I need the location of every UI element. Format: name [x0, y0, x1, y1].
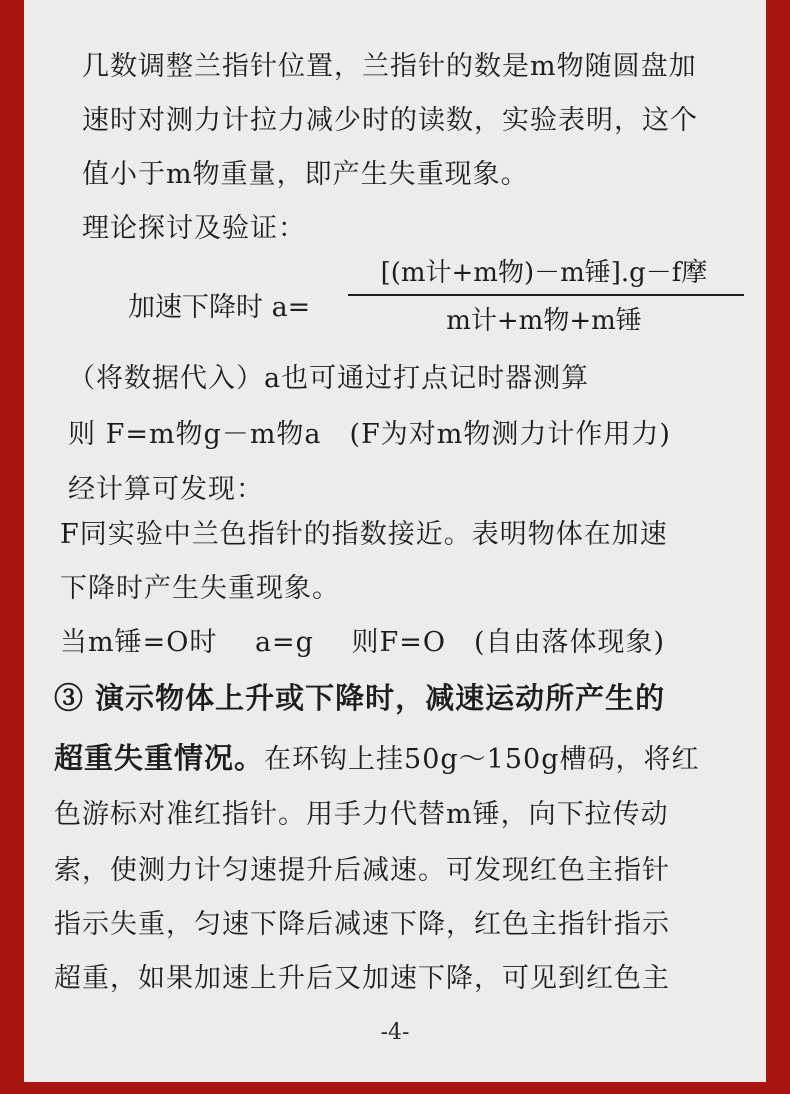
book-page [24, 0, 766, 1082]
text-line-5: （将数据代入）a也可通过打点记时器测算 [68, 363, 590, 394]
text-line-13: 色游标对准红指针。用手力代替m锤，向下拉传动 [54, 799, 669, 830]
text-line-10: 当m锤=O时 a=g 则F=O (自由落体现象) [60, 627, 666, 658]
text-line-14: 索，使测力计匀速提升后减速。可发现红色主指针 [54, 855, 670, 886]
heading-continuation: 超重失重情况。 [54, 741, 265, 775]
text-line-2: 速时对测力计拉力减少时的读数，实验表明，这个 [82, 105, 698, 136]
text-line-8: F同实验中兰色指针的指数接近。表明物体在加速 [60, 519, 668, 550]
fraction-bar [348, 294, 744, 296]
text-line-4: 理论探讨及验证： [82, 213, 306, 244]
formula-denominator: m计+m物+m锤 [446, 306, 642, 336]
text-line-1: 几数调整兰指针位置，兰指针的数是m物随圆盘加 [82, 51, 697, 82]
text-line-12 [54, 736, 699, 777]
formula-fraction [342, 252, 746, 336]
text-line-16: 超重，如果加速上升后又加速下降，可见到红色主 [54, 963, 670, 994]
page-number: -4- [380, 1020, 410, 1045]
text-line-7: 经计算可发现： [68, 474, 264, 505]
text-line-6: 则 F=m物g－m物a (F为对m物测力计作用力) [68, 419, 671, 450]
formula-numerator: [(m计+m物)－m锤].g－f摩 [380, 258, 708, 288]
text-line-9: 下降时产生失重现象。 [60, 573, 340, 604]
right-red-border [766, 0, 790, 1094]
left-red-border [0, 0, 24, 1094]
text-line-15: 指示失重，匀速下降后减速下降，红色主指针指示 [54, 909, 670, 940]
text-line-12-rest: 在环钩上挂50g～150g槽码，将红 [264, 744, 700, 775]
formula-label: 加速下降时 a= [128, 292, 311, 323]
text-line-3: 值小于m物重量，即产生失重现象。 [82, 159, 529, 190]
section-heading-3: ③ 演示物体上升或下降时，减速运动所产生的 [54, 681, 666, 715]
